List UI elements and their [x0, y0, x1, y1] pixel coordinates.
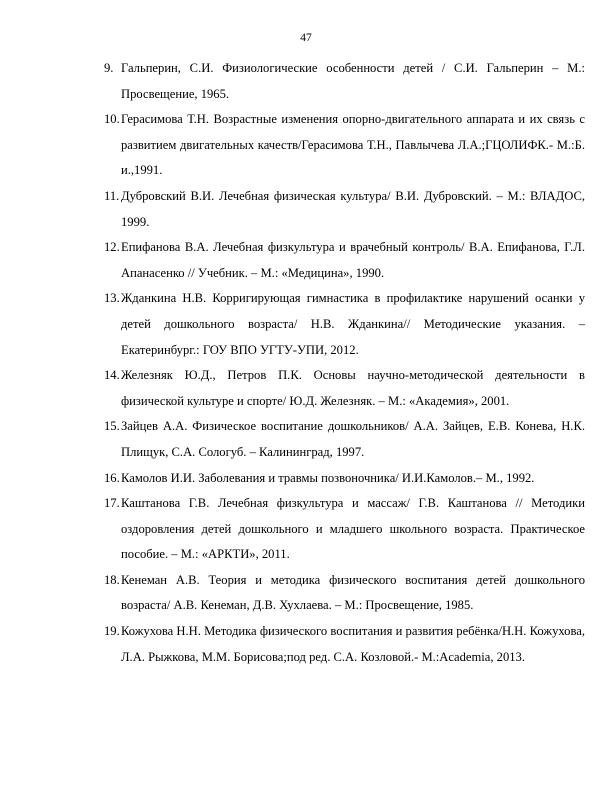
reference-text: Кенеман А.В. Теория и методика физического воспитания детей дошкольного возраста/ А.В. Кенеман, Д.В. Хухлаева. – М.: Просвещение, 1985.	[121, 572, 585, 613]
reference-text: Герасимова Т.Н. Возрастные изменения опорно-двигательного аппарата и их связь с развитием двигательных качеств/Герасимова Т.Н., Павлычева Л.А.;ГЦОЛИФК.- М.:Б. и.,1991.	[121, 112, 585, 178]
reference-number: 14.	[104, 368, 120, 383]
reference-number: 16.	[104, 470, 120, 485]
reference-number: 11.	[104, 188, 120, 203]
reference-item	[104, 107, 585, 184]
reference-text: Каштанова Г.В. Лечебная физкультура и массаж/ Г.В. Каштанова // Методики оздоровления детей дошкольного и младшего школьного возраста. Практическое пособие. – М.: «АРКТИ», 2011.	[121, 496, 585, 562]
reference-item	[104, 235, 585, 286]
reference-text: Камолов И.И. Заболевания и травмы позвоночника/ И.И.Камолов.– М., 1992.	[121, 470, 535, 485]
reference-number: 10.	[104, 112, 120, 127]
reference-number: 13.	[104, 291, 120, 306]
page-number: 47	[300, 32, 312, 44]
reference-number: 19.	[104, 624, 120, 639]
reference-item	[104, 619, 585, 670]
reference-text: Дубровский В.И. Лечебная физическая культура/ В.И. Дубровский. – М.: ВЛАДОС, 1999.	[121, 188, 585, 229]
reference-item	[104, 414, 585, 465]
reference-item	[104, 466, 585, 492]
reference-item	[104, 568, 585, 619]
reference-text: Гальперин, С.И. Физиологические особенности детей / С.И. Гальперин – М.: Просвещение, 1965.	[121, 61, 585, 101]
reference-number: 12.	[104, 240, 120, 255]
reference-item	[104, 491, 585, 568]
reference-text: Епифанова В.А. Лечебная физкультура и врачебный контроль/ В.А. Епифанова, Г.Л. Апанасенко // Учебник. – М.: «Медицина», 1990.	[121, 240, 585, 280]
reference-list	[104, 56, 585, 670]
reference-text: Железняк Ю.Д., Петров П.К. Основы научно-методической деятельности в физической культуре и спорте/ Ю.Д. Железняк. – М.: «Академия», 2001.	[121, 368, 585, 408]
reference-number: 17.	[104, 496, 120, 511]
reference-item	[104, 184, 585, 235]
reference-number: 9.	[104, 61, 114, 75]
reference-item	[104, 56, 585, 107]
reference-number: 18.	[104, 572, 120, 587]
reference-item	[104, 363, 585, 414]
reference-number: 15.	[104, 419, 120, 434]
reference-text: Кожухова Н.Н. Методика физического воспитания и развития ребёнка/Н.Н. Кожухова, Л.А. Рыжкова, М.М. Борисова;под ред. С.А. Козловой.- М.:Academia, 2013.	[121, 624, 585, 664]
reference-text: Жданкина Н.В. Корригирующая гимнастика в профилактике нарушений осанки у детей дошкольного возраста/ Н.В. Жданкина// Методические указания. – Екатеринбург.: ГОУ ВПО УГТУ-УПИ, 2012.	[121, 291, 585, 357]
reference-text: Зайцев А.А. Физическое воспитание дошкольников/ А.А. Зайцев, Е.В. Конева, Н.К. Плищук, С.А. Сологуб. – Калининград, 1997.	[121, 419, 585, 459]
reference-item	[104, 286, 585, 363]
